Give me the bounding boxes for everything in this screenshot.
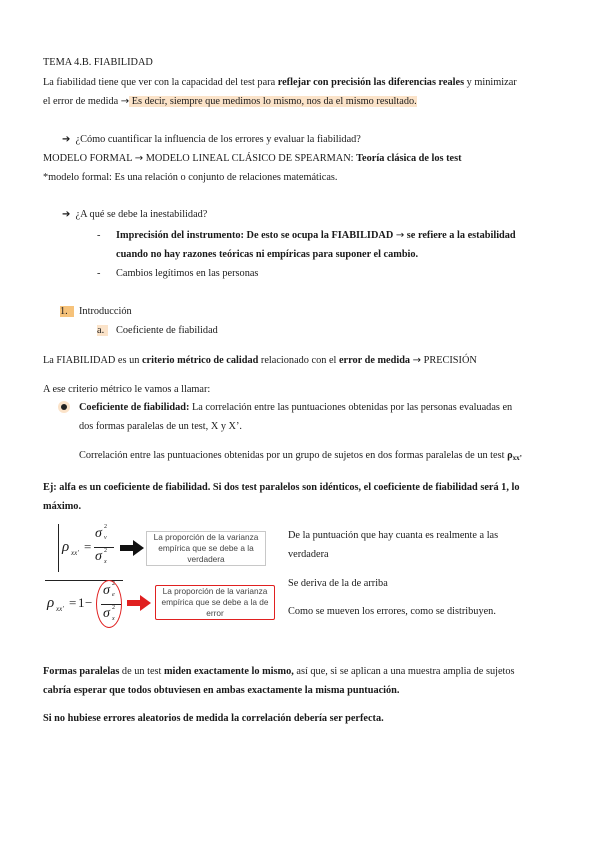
- side-note-deriva: Se deriva de la de arriba: [288, 578, 388, 589]
- fiab-a: La FIABILIDAD: [43, 355, 116, 366]
- callout-error: [155, 585, 275, 620]
- f2-one: 1: [78, 595, 85, 610]
- fiab-b: es un: [115, 355, 142, 366]
- modelo-line: [43, 152, 462, 166]
- ej-bold-b: máximo.: [43, 501, 82, 512]
- f1-num: σ: [95, 526, 102, 541]
- arrow-icon: →: [412, 355, 422, 366]
- f2-num: σ: [103, 583, 110, 598]
- sub-letter: a.: [97, 325, 108, 336]
- formas-c: miden exactamente lo mismo,: [163, 666, 294, 677]
- callout1-line3: verdadera: [187, 554, 225, 564]
- section-title: Introducción: [79, 306, 132, 317]
- f2-sub: xx': [56, 605, 64, 613]
- formas-e: cabría esperar que todos obtuviesen en ambas exactamente la misma puntuación.: [43, 685, 400, 696]
- question-text: ¿Cómo cuantificar la influencia de los errores y evaluar la fiabilidad?: [75, 134, 361, 145]
- red-ellipse-highlight: [96, 580, 122, 628]
- arrow-icon: →: [120, 96, 130, 107]
- list-item-imprecision-cont: [116, 248, 418, 262]
- list-item-imprecision: [116, 229, 516, 243]
- f2-den: σ: [103, 606, 110, 621]
- question-text: ¿A qué se debe la inestabilidad?: [75, 209, 208, 220]
- modelo-formal-note: *modelo formal: Es una relación o conjunto de relaciones matemáticas.: [43, 172, 338, 183]
- imprecision-cont: cuando no hay razones teóricas ni empíricas para suponer el cambio.: [116, 249, 419, 260]
- bullet-dot-icon: [61, 400, 67, 414]
- teoria-clasica: Teoría clásica de los test: [356, 153, 462, 164]
- coef-text: La correlación entre las puntuaciones obtenidas por las personas evaluadas en: [189, 402, 513, 413]
- dash-bullet: -: [97, 268, 101, 279]
- callout2-line2: empírica que se debe a la de: [161, 597, 269, 607]
- criterio-line: A ese criterio métrico le vamos a llamar:: [43, 384, 211, 395]
- correlacion-line: [79, 449, 522, 465]
- f1-num-sub: v: [104, 535, 107, 541]
- ejemplo-paragraph: [43, 478, 557, 516]
- f2-minus: −: [85, 595, 93, 610]
- side-note-verdadera: [288, 526, 557, 564]
- f2-num-sup: 2: [112, 581, 115, 587]
- side1-a: De la puntuación que hay cuanta es realmente a las: [288, 530, 499, 541]
- f1-den: σ: [95, 549, 102, 564]
- intro-text-d: el error de medida: [43, 96, 121, 107]
- fiab-c: criterio métrico de calidad: [141, 355, 259, 366]
- formas-paralelas-paragraph: [43, 662, 557, 700]
- f1-den-sub: x: [104, 559, 107, 565]
- coef-bold: Coeficiente de fiabilidad:: [79, 402, 190, 413]
- intro-bold: reflejar con precisión las diferencias reales: [277, 77, 465, 88]
- rho-sub: xx’: [512, 454, 522, 462]
- subsection-title: Coeficiente de fiabilidad: [116, 325, 218, 336]
- side1-b: verdadera: [288, 549, 329, 560]
- intro-highlight: Es decir, siempre que medimos lo mismo, nos da el mismo resultado.: [129, 96, 417, 107]
- subsection-letter: [97, 324, 108, 338]
- paragraph-intro: [43, 73, 557, 111]
- arrow-bullet-icon: ➔: [62, 134, 71, 145]
- page-title: TEMA 4.B. FIABILIDAD: [43, 57, 153, 68]
- formas-a: Formas paralelas: [43, 666, 120, 677]
- side-note-errores: Como se mueven los errores, como se distribuyen.: [288, 606, 496, 617]
- dash-bullet: -: [97, 230, 101, 241]
- fiab-e: error de medida: [338, 355, 413, 366]
- arrow-bullet-icon: ➔: [62, 209, 71, 220]
- callout2-line3: error: [206, 608, 224, 618]
- intro-text-c: y minimizar: [464, 77, 517, 88]
- section-number: [60, 305, 74, 319]
- f2-den-sub: x: [112, 616, 115, 622]
- callout2-line1: La proporción de la varianza: [162, 586, 268, 596]
- modelo-formal: MODELO FORMAL: [43, 153, 135, 164]
- corr-text: Correlación entre las puntuaciones obtenidas por un grupo de sujetos en dos formas paralelas de un test: [79, 450, 508, 461]
- f2-rho: ρ: [47, 595, 55, 611]
- arrow-icon: →: [395, 230, 405, 241]
- f1-den-sup: 2: [104, 548, 107, 554]
- formas-d: así que, si se aplican a una muestra amplia de sujetos: [293, 666, 515, 677]
- f1-num-sup: 2: [104, 524, 107, 530]
- f2-eq: =: [69, 595, 77, 610]
- fiab-d: relacionado con el: [258, 355, 339, 366]
- arrow-icon: →: [134, 153, 144, 164]
- rho-symbol: ρ: [507, 450, 513, 461]
- imprecision-bold-b: se refiere a la estabilidad: [404, 230, 516, 241]
- callout-verdadera: [146, 531, 266, 566]
- section-num: 1.: [60, 306, 74, 317]
- paragraph-fiabilidad: [43, 354, 477, 368]
- formula-2: [45, 580, 125, 630]
- list-item-cambios: Cambios legítimos en las personas: [116, 268, 259, 279]
- fiab-f: PRECISIÓN: [421, 355, 477, 366]
- f1-sub: xx': [71, 549, 79, 557]
- coeficiente-definition: [79, 398, 557, 436]
- final-bold: Si no hubiese errores aleatorios de medida la correlación debería ser perfecta.: [43, 713, 384, 724]
- f2-den-sup: 2: [112, 605, 115, 611]
- f1-eq: =: [84, 539, 92, 554]
- intro-text-a: La fiabilidad tiene que ver con la capacidad del test para: [43, 77, 278, 88]
- f2-num-sub: e: [112, 592, 115, 598]
- modelo-lineal: MODELO LINEAL CLÁSICO DE SPEARMAN:: [143, 153, 357, 164]
- imprecision-bold: Imprecisión del instrumento: De esto se ocupa la FIABILIDAD: [116, 230, 396, 241]
- formas-b: de un test: [119, 666, 164, 677]
- callout1-line1: La proporción de la varianza: [153, 532, 259, 542]
- ej-bold-a: Ej: alfa es un coeficiente de fiabilidad. Si dos test paralelos son idénticos, el coeficiente de fiabilidad será 1, lo: [43, 482, 520, 493]
- final-statement: [43, 712, 384, 726]
- coef-text-2: dos formas paralelas de un test, X y X’.: [79, 421, 242, 432]
- question-inestabilidad: [62, 208, 207, 222]
- formula-1: [58, 524, 120, 572]
- callout1-line2: empírica que se debe a la: [158, 543, 254, 553]
- f1-rho: ρ: [62, 539, 70, 555]
- black-arrow-icon: [120, 540, 144, 556]
- red-arrow-icon: [127, 595, 151, 611]
- question-cuantificar: [62, 133, 361, 147]
